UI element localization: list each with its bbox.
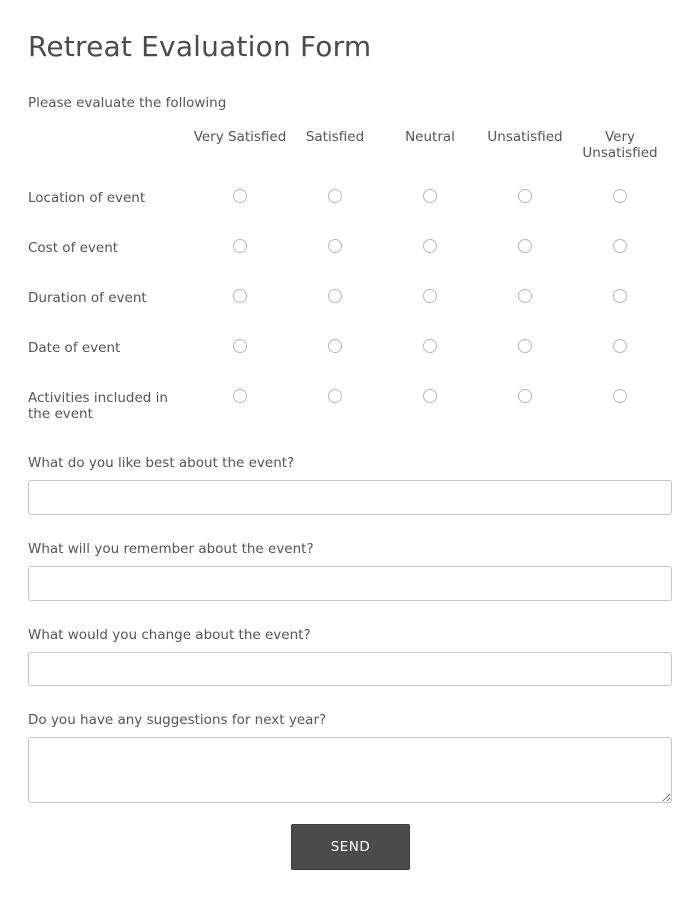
remember-input[interactable] [28, 566, 672, 601]
radio-cost-unsatisfied[interactable] [518, 239, 532, 253]
row-label-location: Location of event [28, 190, 146, 206]
column-header-neutral: Neutral [405, 129, 455, 145]
row-label-date: Date of event [28, 340, 121, 356]
radio-date-very-unsatisfied[interactable] [613, 339, 627, 353]
radio-activities-very-satisfied[interactable] [233, 389, 247, 403]
question-label-remember: What will you remember about the event? [28, 541, 314, 557]
radio-duration-unsatisfied[interactable] [518, 289, 532, 303]
radio-date-unsatisfied[interactable] [518, 339, 532, 353]
column-header-satisfied: Satisfied [305, 129, 365, 145]
radio-date-very-satisfied[interactable] [233, 339, 247, 353]
radio-location-very-satisfied[interactable] [233, 189, 247, 203]
like-best-input[interactable] [28, 480, 672, 515]
form-title: Retreat Evaluation Form [28, 30, 372, 63]
column-header-unsatisfied: Unsatisfied [487, 129, 563, 145]
radio-cost-very-unsatisfied[interactable] [613, 239, 627, 253]
send-button[interactable]: SEND [291, 824, 410, 870]
matrix-label: Please evaluate the following [28, 95, 227, 111]
question-label-like-best: What do you like best about the event? [28, 455, 295, 471]
radio-duration-very-unsatisfied[interactable] [613, 289, 627, 303]
radio-duration-satisfied[interactable] [328, 289, 342, 303]
row-label-cost: Cost of event [28, 240, 119, 256]
row-label-activities: Activities included in the event [28, 390, 168, 422]
change-input[interactable] [28, 652, 672, 686]
radio-activities-very-unsatisfied[interactable] [613, 389, 627, 403]
radio-activities-unsatisfied[interactable] [518, 389, 532, 403]
radio-activities-neutral[interactable] [423, 389, 437, 403]
column-header-very-unsatisfied: Very Unsatisfied [582, 129, 658, 161]
radio-activities-satisfied[interactable] [328, 389, 342, 403]
radio-location-neutral[interactable] [423, 189, 437, 203]
radio-location-satisfied[interactable] [328, 189, 342, 203]
radio-date-neutral[interactable] [423, 339, 437, 353]
radio-cost-satisfied[interactable] [328, 239, 342, 253]
radio-location-very-unsatisfied[interactable] [613, 189, 627, 203]
suggestions-textarea[interactable] [28, 737, 672, 803]
radio-date-satisfied[interactable] [328, 339, 342, 353]
question-label-suggestions: Do you have any suggestions for next year? [28, 712, 327, 728]
radio-location-unsatisfied[interactable] [518, 189, 532, 203]
radio-cost-very-satisfied[interactable] [233, 239, 247, 253]
row-label-duration: Duration of event [28, 290, 147, 306]
radio-duration-very-satisfied[interactable] [233, 289, 247, 303]
radio-duration-neutral[interactable] [423, 289, 437, 303]
column-header-very-satisfied: Very Satisfied [193, 129, 287, 145]
radio-cost-neutral[interactable] [423, 239, 437, 253]
question-label-change: What would you change about the event? [28, 627, 311, 643]
